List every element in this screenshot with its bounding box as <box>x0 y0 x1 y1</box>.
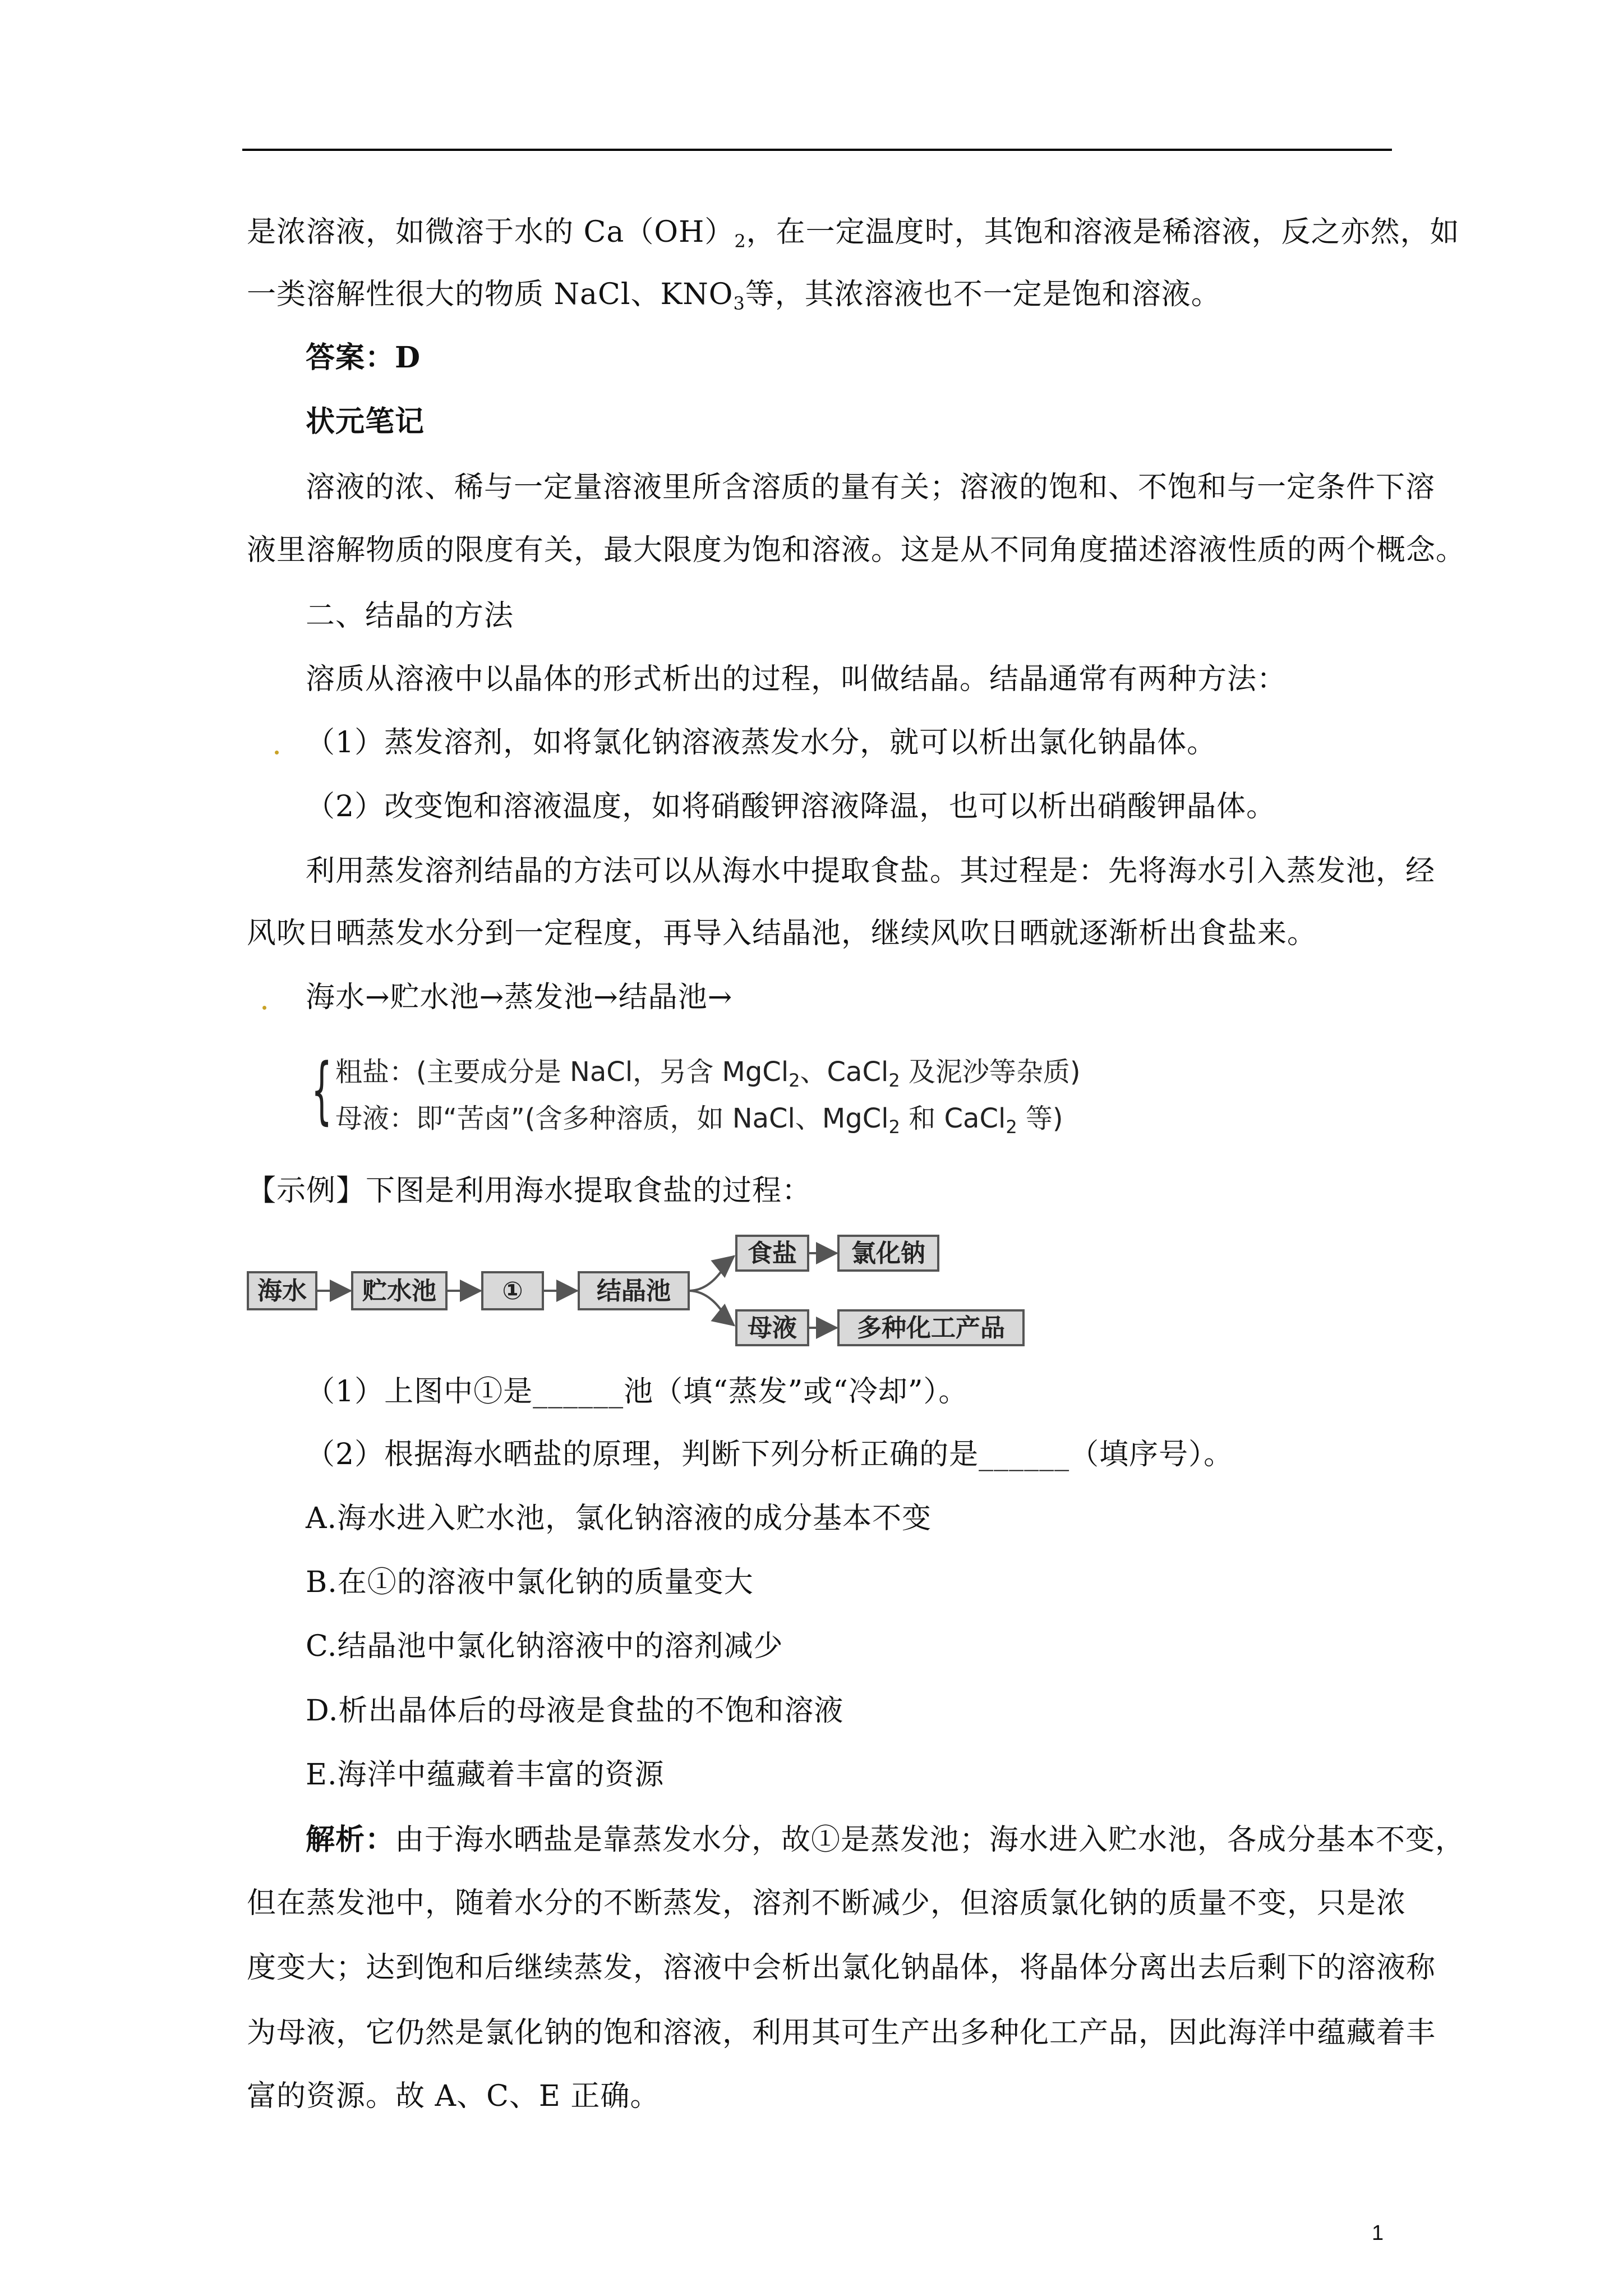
flow-arrow-down <box>689 1291 734 1325</box>
section-heading: 二、结晶的方法 <box>306 599 514 633</box>
brace-symbol: { <box>311 1047 333 1133</box>
analysis-label: 解析： <box>306 1823 395 1857</box>
node-mother-liquor-label: 母液 <box>748 1314 797 1342</box>
analysis-line: 为母液，它仍然是氯化钠的饱和溶液，利用其可生产出多种化工产品，因此海洋中蕴藏着丰 <box>247 2016 1436 2050</box>
para-line: 溶质从溶液中以晶体的形式析出的过程，叫做结晶。结晶通常有两种方法： <box>306 662 1287 696</box>
para-line: 利用蒸发溶剂结晶的方法可以从海水中提取食盐。其过程是：先将海水引入蒸发池，经 <box>306 854 1436 888</box>
option-b: B.在①的溶液中氯化钠的质量变大 <box>306 1566 754 1599</box>
example-line: 【示例】下图是利用海水提取食盐的过程： <box>247 1174 812 1208</box>
salt-extraction-diagram <box>246 1222 1031 1351</box>
crude-salt-line: 粗盐：(主要成分是 NaCl，另含 MgCl$_2$、CaCl$_2$ 及泥沙等杂质) <box>335 1056 1081 1091</box>
node-salt-label: 食盐 <box>748 1239 797 1268</box>
para-line: 是浓溶液，如微溶于水的 $Ca(OH)_2$，在一定温度时，其饱和溶液是稀溶液，反之亦然，如 <box>247 215 1460 252</box>
decorative-dot <box>262 1006 266 1010</box>
answer-line: 答案：D <box>306 341 421 375</box>
method-line: （1）蒸发溶剂，如将氯化钠溶液蒸发水分，就可以析出氯化钠晶体。 <box>306 726 1217 760</box>
analysis-line: 度变大；达到饱和后继续蒸发，溶液中会析出氯化钠晶体，将晶体分离出去后剩下的溶液称 <box>247 1951 1436 1985</box>
node-blank-pool-label: ① <box>502 1277 523 1305</box>
para-line: 风吹日晒蒸发水分到一定程度，再导入结晶池，继续风吹日晒就逐渐析出食盐来。 <box>247 917 1317 950</box>
question-line: （1）上图中①是______池（填“蒸发”或“冷却”）。 <box>306 1375 969 1409</box>
analysis-line: 解析：由于海水晒盐是靠蒸发水分，故①是蒸发池；海水进入贮水池，各成分基本不变， <box>306 1823 1465 1857</box>
node-seawater-label: 海水 <box>257 1277 307 1305</box>
para-line: 溶液的浓、稀与一定量溶液里所含溶质的量有关；溶液的饱和、不饱和与一定条件下溶 <box>306 471 1436 504</box>
notes-heading: 状元笔记 <box>306 404 425 439</box>
mother-liquor-line: 母液：即“苦卤”(含多种溶质，如 NaCl、MgCl$_2$ 和 CaCl$_2$ 等) <box>335 1103 1063 1138</box>
node-reservoir-label: 贮水池 <box>362 1277 436 1305</box>
option-c: C.结晶池中氯化钠溶液中的溶剂减少 <box>306 1630 783 1663</box>
para-line: 液里溶解物质的限度有关，最大限度为饱和溶液。这是从不同角度描述溶液性质的两个概念。 <box>247 533 1466 567</box>
process-line: 海水→贮水池→蒸发池→结晶池→ <box>306 981 733 1014</box>
para-line: 一类溶解性很大的物质 NaCl、$KNO_3$等，其浓溶液也不一定是饱和溶液。 <box>247 278 1221 314</box>
node-crystallization-pool-label: 结晶池 <box>597 1277 671 1305</box>
analysis-line: 但在蒸发池中，随着水分的不断蒸发，溶剂不断减少，但溶质氯化钠的质量不变，只是浓 <box>247 1887 1407 1920</box>
analysis-line: 富的资源。故 A、C、E 正确。 <box>247 2079 660 2113</box>
option-d: D.析出晶体后的母液是食盐的不饱和溶液 <box>306 1694 844 1728</box>
decorative-dot <box>275 751 279 754</box>
flow-arrow-up <box>689 1257 734 1291</box>
question-line: （2）根据海水晒盐的原理，判断下列分析正确的是______（填序号）。 <box>306 1438 1234 1471</box>
node-sodium-chloride-label: 氯化钠 <box>851 1239 925 1268</box>
node-chemical-products-label: 多种化工产品 <box>857 1314 1005 1342</box>
page-number: 1 <box>1372 2221 1384 2245</box>
method-line: （2）改变饱和溶液温度，如将硝酸钾溶液降温，也可以析出硝酸钾晶体。 <box>306 790 1276 823</box>
option-e: E.海洋中蕴藏着丰富的资源 <box>306 1758 665 1792</box>
header-rule <box>242 149 1392 151</box>
option-a: A.海水进入贮水池，氯化钠溶液的成分基本不变 <box>306 1502 932 1535</box>
